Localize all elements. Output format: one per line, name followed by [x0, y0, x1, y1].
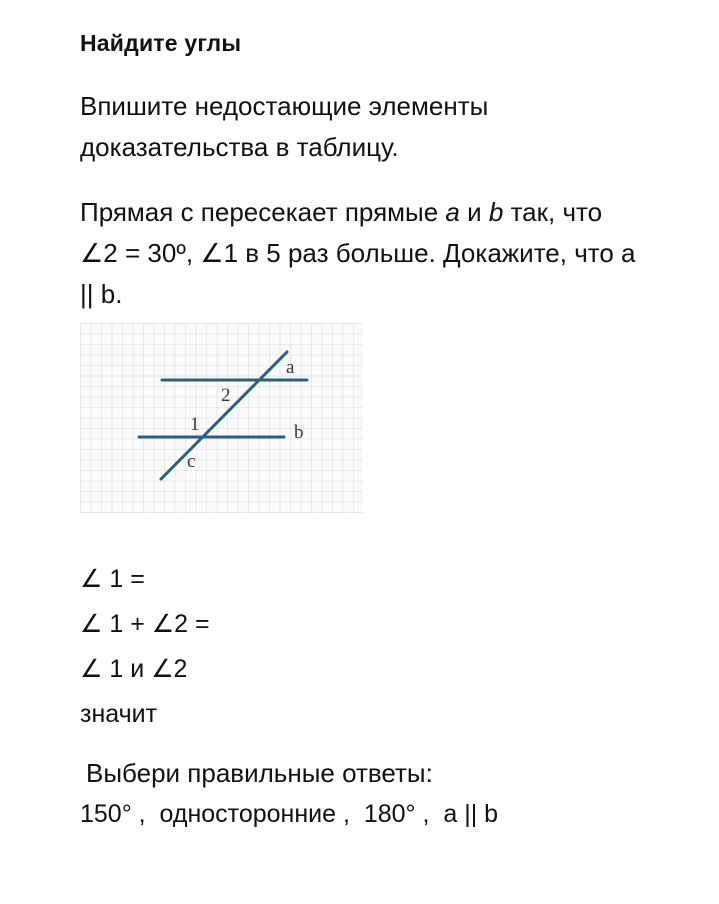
worksheet-page	[0, 28, 719, 835]
instruction-text	[80, 86, 679, 168]
page-title: Найдите углы	[80, 30, 242, 56]
label-line-b: b	[294, 422, 304, 443]
label-line-c: c	[187, 451, 196, 472]
problem-statement	[80, 192, 679, 315]
instruction-line: доказательства в таблицу.	[80, 132, 399, 162]
label-angle-1: 1	[190, 414, 200, 435]
answers-section	[80, 753, 679, 835]
label-angle-2: 2	[221, 385, 231, 406]
answer-option: 150°	[80, 800, 132, 828]
answer-option: 180°	[363, 800, 416, 828]
problem-line: || b.	[80, 279, 123, 309]
proof-row: ∠ 1 =	[80, 565, 145, 593]
label-line-a: a	[286, 357, 295, 378]
proof-row: ∠ 1 + ∠2 =	[80, 610, 210, 638]
answer-option: односторонние	[159, 800, 337, 828]
instruction-line: Впишите недостающие элементы	[80, 91, 489, 121]
proof-table	[80, 557, 679, 737]
proof-row: ∠ 1 и ∠2	[80, 655, 188, 683]
parallel-lines-figure	[80, 323, 363, 513]
problem-line: Прямая с пересекает прямые a и b так, что	[80, 197, 603, 227]
answers-options: 150° , односторонние , 180° , a || b	[80, 800, 499, 828]
answers-prompt: Выбери правильные ответы:	[86, 758, 433, 788]
geometry-diagram	[80, 323, 363, 513]
proof-row: значит	[80, 700, 158, 728]
problem-line: ∠2 = 30º, ∠1 в 5 раз больше. Докажите, что a	[80, 238, 636, 268]
transversal-line-c	[161, 352, 287, 479]
answer-option: a || b	[443, 800, 499, 828]
